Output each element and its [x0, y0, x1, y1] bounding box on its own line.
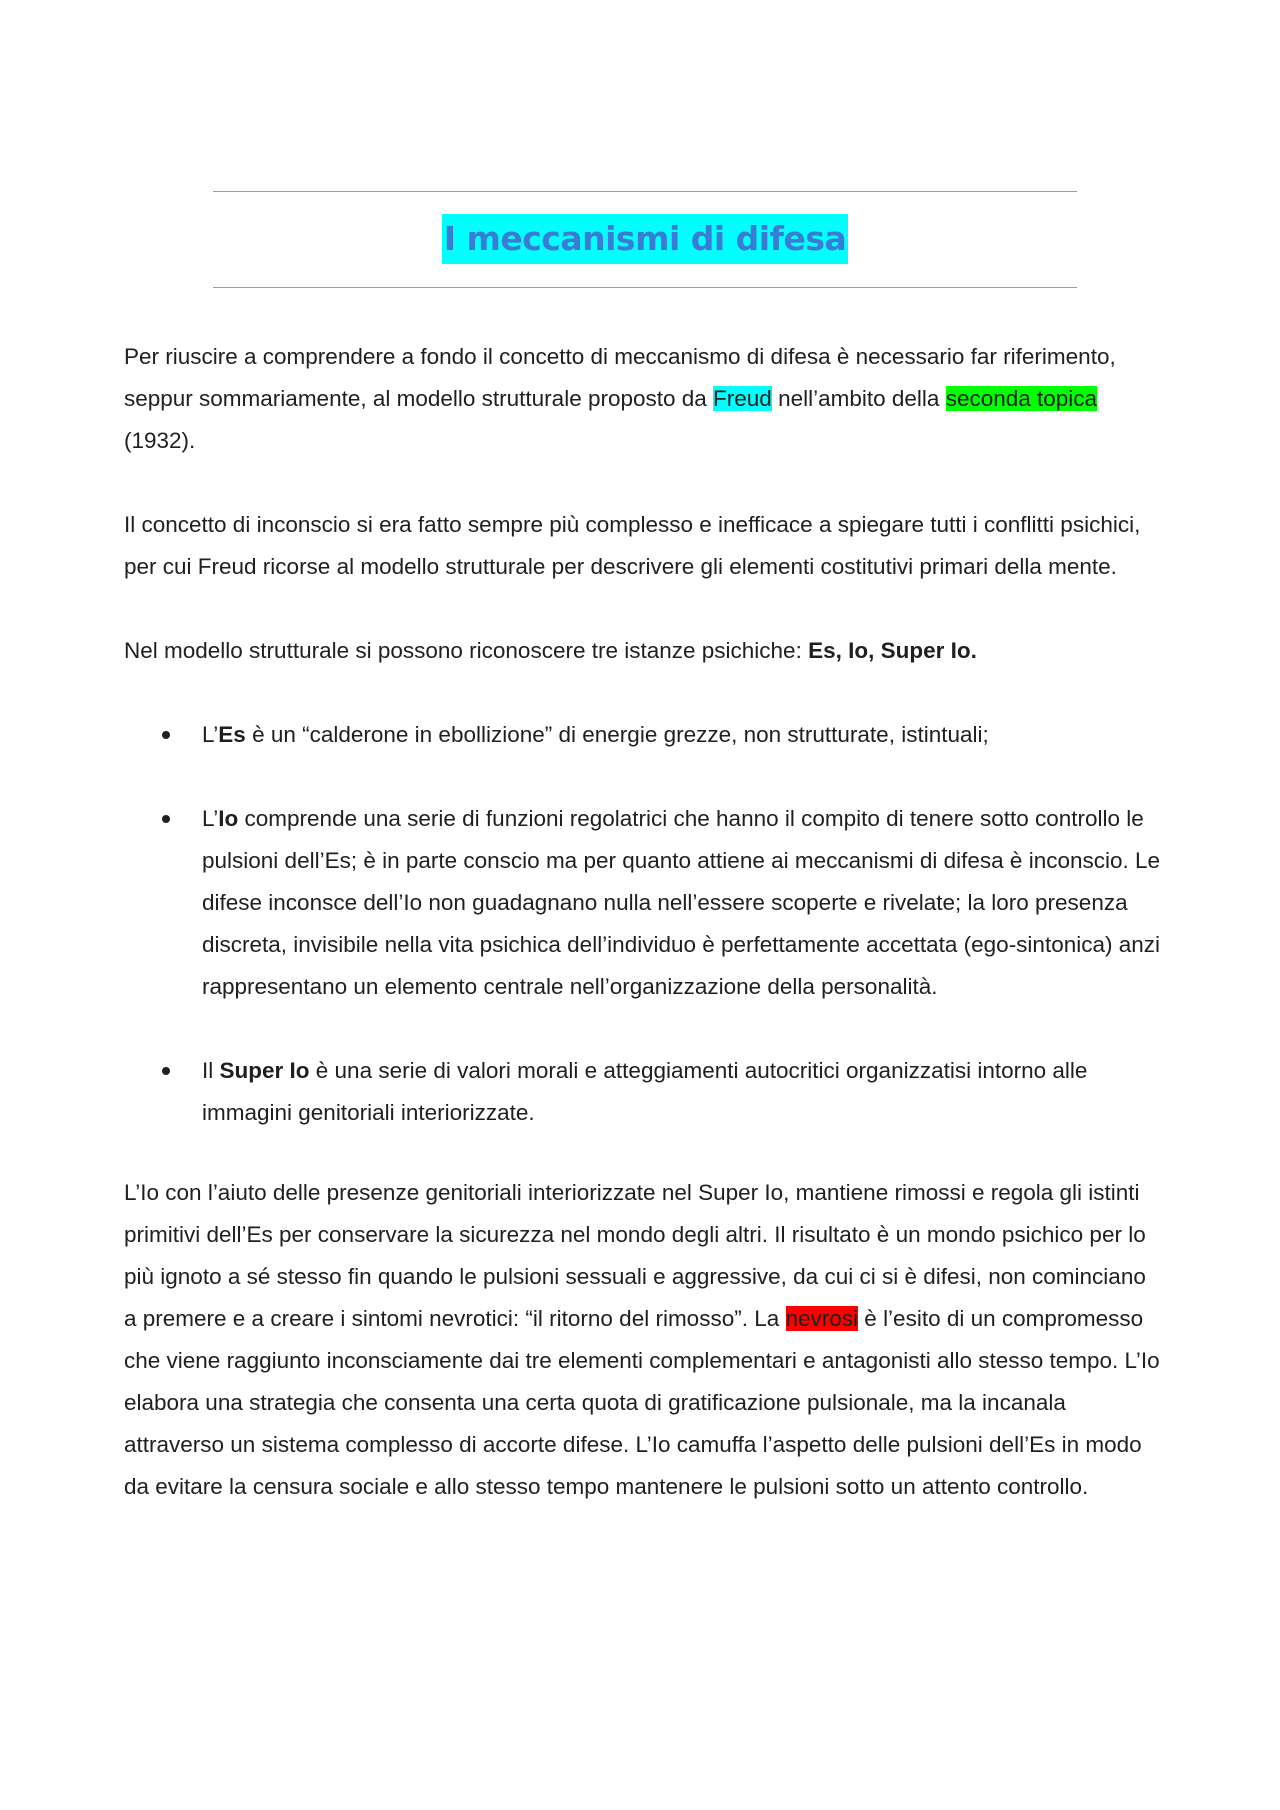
istanze-bold: Es, Io, Super Io. — [808, 638, 977, 663]
highlight-seconda-topica: seconda topica — [945, 386, 1098, 411]
paragraph-inconscio: Il concetto di inconscio si era fatto sempre più complesso e inefficace a spiegare tutti i conflitti psichici, per cui Freud ricorse al modello strutturale per descrivere gli elementi costitutivi primari della mente. — [124, 512, 1141, 579]
paragraph-istanze — [124, 630, 1164, 672]
list-item-io — [124, 798, 1164, 1008]
list-item-text: è una serie di valori morali e atteggiamenti autocritici organizzatisi intorno alle immagini genitoriali interiorizzate. — [202, 1058, 1088, 1125]
title-top-rule — [213, 191, 1077, 192]
list-item-text: è un “calderone in ebollizione” di energie grezze, non strutturate, istintuali; — [245, 722, 989, 747]
list-item-pre: L’ — [202, 722, 219, 747]
bullet-icon — [162, 731, 170, 739]
document-body — [124, 336, 1164, 1550]
paragraph-intro — [124, 336, 1164, 462]
list-item-term: Super Io — [219, 1058, 310, 1083]
highlight-freud: Freud — [713, 386, 772, 411]
paragraph-istanze-text: Nel modello strutturale si possono riconoscere tre istanze psichiche: — [124, 638, 809, 663]
paragraph-intro-text-a: Per riuscire a comprendere a fondo il concetto di meccanismo di difesa è necessario far riferimento, seppur sommariamente, al modello strutturale proposto da — [124, 344, 1116, 411]
title-bottom-rule — [213, 287, 1077, 288]
bullet-icon — [162, 815, 170, 823]
paragraph-intro-text-c: (1932). — [124, 428, 196, 453]
title-container — [0, 214, 1280, 264]
istanze-list — [124, 714, 1164, 1134]
highlight-nevrosi: nevrosi — [785, 1306, 859, 1331]
list-item-super-io — [124, 1050, 1164, 1134]
list-item-es — [124, 714, 1164, 756]
list-item-text: comprende una serie di funzioni regolatrici che hanno il compito di tenere sotto controllo le pulsioni dell’Es; è in parte conscio ma per quanto attiene ai meccanismi di difesa è inconscio. Le difese inconsce dell’Io non guadagnano nulla nell’essere scoperte e rivelate; la loro presenza discreta, invisibile nella vita psichica dell’individuo è perfettamente accettata (ego-sintonica) anzi rappresentano un elemento centrale nell’organizzazione della personalità. — [202, 806, 1161, 999]
list-item-pre: Il — [202, 1058, 220, 1083]
paragraph-io-text-a: L’Io con l’aiuto delle presenze genitoriali interiorizzate nel Super Io, mantiene rimossi e regola gli istinti primitivi dell’Es per conservare la sicurezza nel mondo degli altri. Il risultato è un mondo psichico per lo più ignoto a sé stesso fin quando le pulsioni sessuali e aggressive, da cui ci si è difesi, non cominciano a premere e a creare i sintomi nevrotici: “il ritorno del rimosso”. La — [124, 1180, 1146, 1331]
paragraph-intro-text-b: nell’ambito della — [771, 386, 946, 411]
bullet-icon — [162, 1067, 170, 1075]
page-title: I meccanismi di difesa — [442, 214, 849, 264]
list-item-pre: L’ — [202, 806, 219, 831]
paragraph-io-text-b: è l’esito di un compromesso che viene raggiunto inconsciamente dai tre elementi complementari e antagonisti allo stesso tempo. L’Io elabora una strategia che consenta una certa quota di gratificazione pulsionale, ma la incanala attraverso un sistema complesso di accorte difese. L’Io camuffa l’aspetto delle pulsioni dell’Es in modo da evitare la censura sociale e allo stesso tempo mantenere le pulsioni sotto un attento controllo. — [124, 1306, 1160, 1499]
list-item-term: Io — [218, 806, 239, 831]
list-item-term: Es — [218, 722, 246, 747]
paragraph-io-conclusion — [124, 1172, 1164, 1508]
